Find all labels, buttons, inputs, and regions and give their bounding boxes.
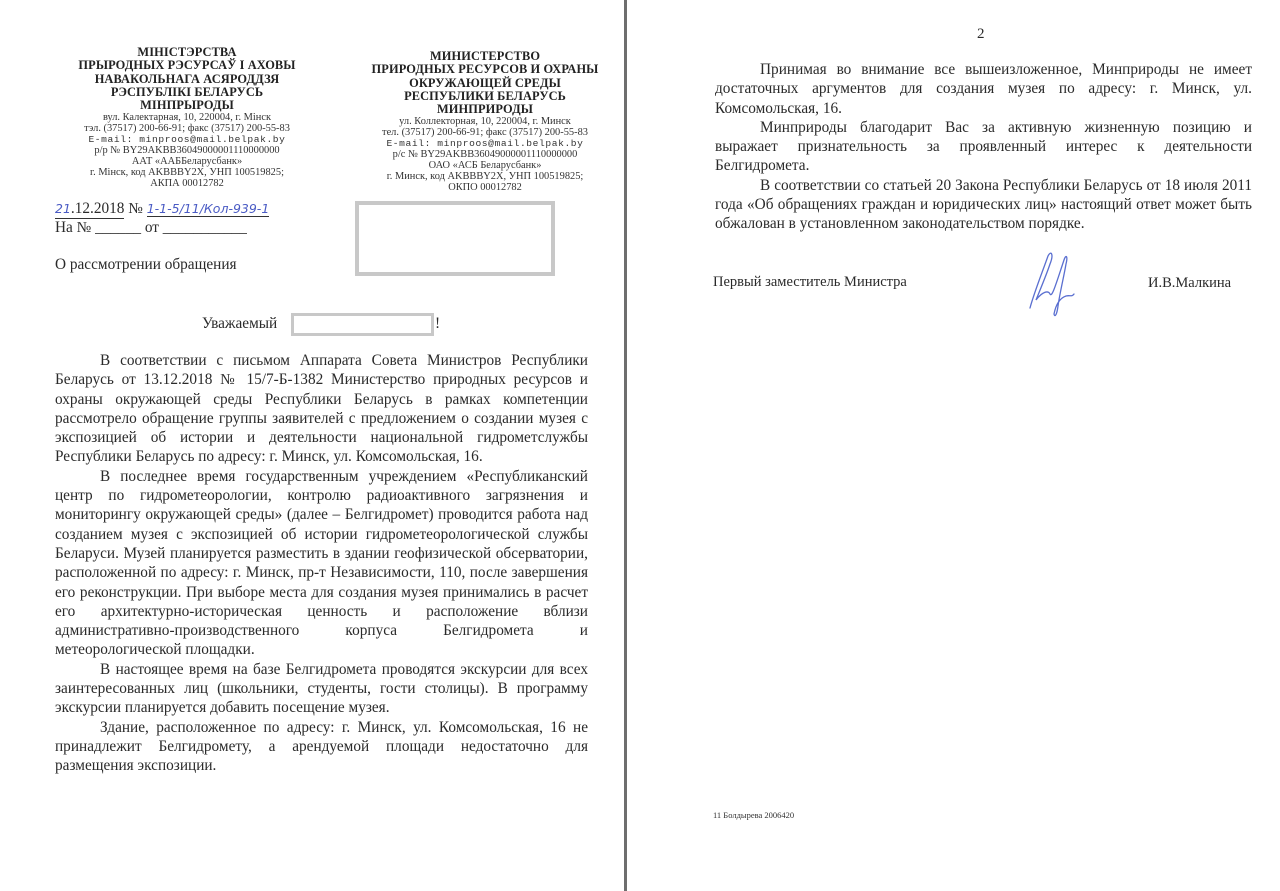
subject-line: О рассмотрении обращения xyxy=(55,256,237,273)
reference-label: На № xyxy=(55,219,92,236)
body-paragraph: Здание, расположенное по адресу: г. Минск, ул. Комсомольская, 16 не принадлежит Белгидромету, а арендуемой площади недостаточно для размещения экспозиции. xyxy=(55,718,588,775)
letterhead-phone: тел. (37517) 200-66-91; факс (37517) 200-55-83 xyxy=(382,127,588,139)
body-paragraph: Минприроды благодарит Вас за активную жизненную позицию и выражает признательность за проявленный интерес к деятельности Белгидромета. xyxy=(715,118,1252,175)
letterhead-title-line: РЕСПУБЛИКИ БЕЛАРУСЬ xyxy=(404,88,566,103)
letterhead-belarusian xyxy=(52,46,322,189)
letterhead-title-line: НАВАКОЛЬНАГА АСЯРОДДЗЯ xyxy=(94,71,280,86)
letterhead-bank: ААТ «ААББеларусбанк» xyxy=(131,156,243,168)
letterhead-code: г. Мінск, код AKBBBY2X, УНП 100519825; xyxy=(90,167,284,179)
letter-body-page-1 xyxy=(55,351,588,776)
handwritten-day: 21 xyxy=(55,201,71,216)
letterhead-email: E-mail: minproos@mail.belpak.by xyxy=(88,134,286,146)
letterhead-address: ул. Коллекторная, 10, 220004, г. Минск xyxy=(399,116,571,128)
page-number: 2 xyxy=(977,26,985,42)
salutation-exclamation: ! xyxy=(435,315,441,332)
body-paragraph: В последнее время государственным учреждением «Республиканский центр по гидрометеорологии, контролю радиоактивного загрязнения и мониторингу окружающей среды» (далее – Белгидромет) проводится работа над созданием музея с экспозицией об истории гидрометеорологической службы Беларуси. Музей планируется разместить в здании геофизической обсерватории, расположенной по адресу: г. Минск, пр-т Независимости, 110, после завершения его реконструкции. При выборе места для создания музея принимались в расчет его архитектурно-историческая ценность и расположение вблизи административно-производственного корпуса Белгидромета и метеорологической площадки. xyxy=(55,467,588,659)
letterhead-address: вул. Калектарная, 10, 220004, г. Мінск xyxy=(102,112,272,124)
letterhead-okpo: АКПА 00012782 xyxy=(150,178,224,190)
redacted-name-box xyxy=(291,313,434,336)
letterhead-title-line: ПРЫРОДНЫХ РЭСУРСАЎ І АХОВЫ xyxy=(78,58,296,73)
body-paragraph: Принимая во внимание все вышеизложенное, Минприроды не имеет достаточных аргументов для создания музея по адресу: г. Минск, ул. Комсомольская, 16. xyxy=(715,61,1252,117)
letterhead-title-line: МІНІСТЭРСТВА xyxy=(137,45,237,59)
body-paragraph: В соответствии с письмом Аппарата Совета Министров Республики Беларусь от 13.12.2018 № 15/7-Б-1382 Министерство природных ресурсов и охраны окружающей среды Республики Беларусь в рамках компетенции рассмотрело обращение группы заявителей с предложением о создании музея с экспозицией об истории и деятельности национальной гидрометслужбы Республики Беларусь по адресу: г. Минск, ул. Комсомольская, 16. xyxy=(55,352,588,466)
letterhead-account: р/р № BY29AKBB36049000001110000000 xyxy=(94,145,280,157)
reference-line xyxy=(55,219,247,237)
letterhead-title-line: ОКРУЖАЮЩЕЙ СРЕДЫ xyxy=(409,75,561,90)
letterhead-title-line: МИНПРИРОДЫ xyxy=(436,102,534,117)
number-sign: № xyxy=(128,200,143,217)
registration-date xyxy=(55,200,124,219)
reference-from-label: от xyxy=(144,219,159,236)
letterhead-okpo: ОКПО 00012782 xyxy=(448,182,522,194)
body-paragraph: В настоящее время на базе Белгидромета проводятся экскурсии для всех заинтересованных лиц (школьники, студенты, гости столицы). В программу экскурсии планируется добавить посещение музея. xyxy=(55,660,588,717)
letterhead-title-line: ПРИРОДНЫХ РЕСУРСОВ И ОХРАНЫ xyxy=(371,62,599,77)
letterhead-russian xyxy=(350,50,620,193)
letterhead-bank: ОАО «АСБ Беларусбанк» xyxy=(428,160,542,172)
letterhead-phone: тэл. (37517) 200-66-91; факс (37517) 200-55-83 xyxy=(84,123,290,135)
signer-name: И.В.Малкина xyxy=(1148,275,1232,291)
letterhead-title-line: МИНИСТЕРСТВО xyxy=(429,49,541,63)
letter-body-page-2 xyxy=(715,60,1252,234)
redacted-addressee-box xyxy=(355,201,555,276)
letterhead-title-line: РЭСПУБЛІКІ БЕЛАРУСЬ xyxy=(110,84,264,99)
letter-page-1 xyxy=(0,0,625,891)
letterhead-account: р/с № BY29AKBB36049000001110000000 xyxy=(392,149,578,161)
reference-date-blank: ___________ xyxy=(162,219,247,236)
salutation: Уважаемый xyxy=(202,315,278,332)
registration-line xyxy=(55,200,269,219)
signer-title: Первый заместитель Министра xyxy=(713,274,907,290)
letterhead-title-line: МІНПРЫРОДЫ xyxy=(140,98,234,113)
executor-note: 11 Болдырева 2006420 xyxy=(713,810,795,820)
body-paragraph: В соответствии со статьей 20 Закона Республики Беларусь от 18 июля 2011 года «Об обращениях граждан и юридических лиц» настоящий ответ может быть обжалован в установленном законодательством порядке. xyxy=(715,176,1252,233)
date-rest: .12.2018 xyxy=(70,200,125,217)
letterhead-email: E-mail: minproos@mail.belpak.by xyxy=(386,138,584,150)
reference-number-blank: ______ xyxy=(95,219,141,236)
handwritten-registration-number: 1-1-5/11/Кол-939-1 xyxy=(146,201,270,216)
letterhead-code: г. Минск, код AKBBBY2X, УНП 100519825; xyxy=(386,171,584,183)
signature-icon xyxy=(1020,248,1080,323)
